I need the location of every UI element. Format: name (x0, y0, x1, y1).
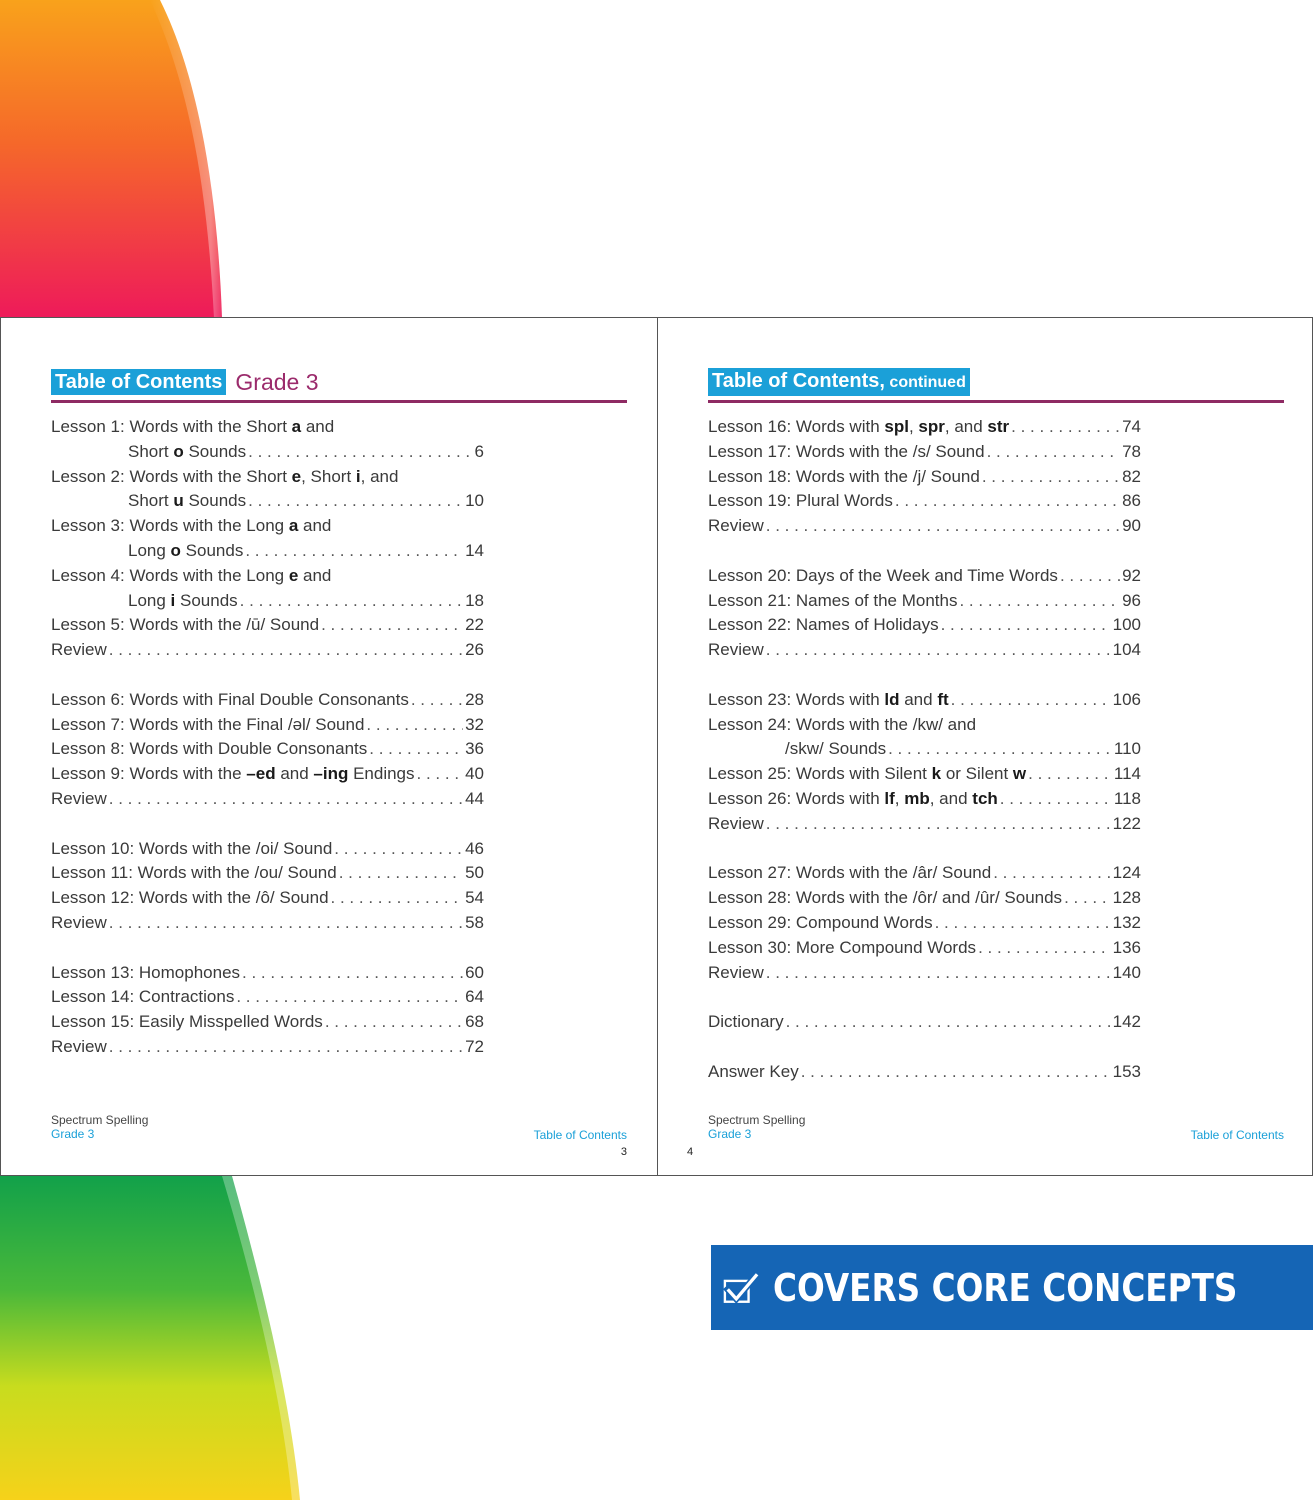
toc-entry-page: 128 (1112, 888, 1141, 908)
toc-entry (708, 787, 1141, 812)
toc-entry-page: 122 (1112, 813, 1141, 833)
dot-leader (240, 589, 463, 614)
footer-book-info (708, 1113, 805, 1141)
toc-entry-page: 78 (1122, 441, 1141, 461)
toc-entry (51, 861, 484, 886)
checkmark-icon (723, 1255, 759, 1321)
toc-entry-title: Lesson 13: Homophones (51, 962, 241, 982)
toc-entry-title: Lesson 17: Words with the /s/ Sound (708, 441, 985, 461)
covers-core-concepts-banner (711, 1245, 1313, 1330)
dot-leader (987, 440, 1121, 465)
dot-leader (1060, 564, 1120, 589)
dot-leader (941, 613, 1111, 638)
toc-entry-page: 44 (465, 788, 484, 808)
toc-entry-page: 28 (465, 689, 484, 709)
dot-leader (248, 489, 463, 514)
toc-entry (708, 762, 1141, 787)
toc-entry-title: Lesson 25: Words with Silent k or Silent w (708, 764, 1027, 784)
toc-entry (708, 514, 1141, 539)
dot-leader (982, 465, 1120, 490)
toc-label: Table of Contents, continued (708, 368, 970, 396)
dot-leader (109, 911, 463, 936)
toc-heading (51, 368, 319, 396)
toc-entry (708, 589, 1141, 614)
toc-entry (708, 961, 1141, 986)
toc-entry-title: Review (51, 912, 107, 932)
footer-section: Table of Contents (533, 1128, 627, 1142)
toc-entry-page: 114 (1113, 764, 1141, 784)
toc-entry-title: Lesson 10: Words with the /oi/ Sound (51, 838, 333, 858)
toc-entry-title: Lesson 15: Easily Misspelled Words (51, 1012, 323, 1032)
toc-entry (51, 787, 484, 812)
footer-book-info (51, 1113, 148, 1141)
toc-entry (708, 440, 1141, 465)
toc-entry-page: 18 (465, 590, 484, 610)
toc-entry-page: 142 (1112, 1012, 1141, 1032)
toc-entry (51, 737, 484, 762)
toc-entry-title: Lesson 6: Words with Final Double Consonants (51, 689, 409, 709)
toc-entry (51, 589, 484, 614)
dot-leader (339, 861, 463, 886)
toc-entry-page: 10 (465, 491, 484, 511)
toc-entry (51, 762, 484, 787)
toc-entry (51, 539, 484, 564)
toc-entry-page: 132 (1112, 912, 1141, 932)
toc-entry (51, 961, 484, 986)
toc-entry-title: Short u Sounds (128, 491, 247, 511)
toc-entry-page: 54 (465, 888, 484, 908)
toc-heading (708, 368, 970, 396)
toc-entry (51, 837, 484, 862)
toc-entry-title: Lesson 2: Words with the Short e, Short i, and (51, 466, 399, 486)
toc-entry-title: Lesson 30: More Compound Words (708, 937, 977, 957)
toc-entry (708, 489, 1141, 514)
toc-entry-page: 90 (1122, 516, 1141, 536)
toc-entry (708, 713, 1141, 738)
toc-entry-title: Lesson 3: Words with the Long a and (51, 516, 332, 536)
toc-entry-page: 86 (1122, 491, 1141, 511)
dot-leader (888, 737, 1112, 762)
toc-entry-title: Lesson 9: Words with the –ed and –ing Endings (51, 764, 415, 784)
toc-entries (51, 415, 484, 1060)
dot-leader (325, 1010, 463, 1035)
toc-label-suffix: continued (884, 374, 966, 391)
footer-section: Table of Contents (1190, 1128, 1284, 1142)
toc-entry (51, 440, 484, 465)
dot-leader (766, 638, 1111, 663)
toc-entry-page: 64 (465, 987, 484, 1007)
toc-entry-title: Lesson 27: Words with the /âr/ Sound (708, 863, 992, 883)
toc-entry (51, 911, 484, 936)
dot-leader (766, 812, 1111, 837)
toc-entry (708, 1010, 1141, 1035)
dot-leader (321, 613, 463, 638)
toc-entry-title: Long o Sounds (128, 540, 244, 560)
dot-leader (959, 589, 1120, 614)
toc-entry-title: Lesson 29: Compound Words (708, 912, 933, 932)
toc-entry (51, 688, 484, 713)
dot-leader (109, 638, 463, 663)
toc-entry (708, 1060, 1141, 1085)
toc-entry-page: 68 (465, 1012, 484, 1032)
toc-entry-page: 104 (1112, 640, 1141, 660)
footer-series: Spectrum Spelling (708, 1113, 806, 1127)
dot-leader (109, 787, 463, 812)
dot-leader (1000, 787, 1112, 812)
toc-entry (708, 737, 1141, 762)
toc-entry-page: 26 (465, 640, 484, 660)
dot-leader (935, 911, 1111, 936)
toc-entry-page: 136 (1112, 937, 1141, 957)
toc-entries (708, 415, 1141, 1085)
page-number: 4 (687, 1146, 694, 1158)
toc-entry-title: Review (51, 788, 107, 808)
toc-entry-page: 36 (465, 739, 484, 759)
toc-entry (708, 613, 1141, 638)
toc-entry-page: 82 (1122, 466, 1141, 486)
toc-entry (51, 1010, 484, 1035)
toc-entry-page: 100 (1112, 615, 1141, 635)
toc-entry-title: Lesson 24: Words with the /kw/ and (708, 714, 977, 734)
toc-entry-title: Lesson 23: Words with ld and ft (708, 689, 949, 709)
toc-entry (51, 613, 484, 638)
toc-entry-title: Review (51, 640, 107, 660)
right-page (658, 318, 1313, 1175)
footer-grade: Grade 3 (51, 1127, 95, 1141)
dot-leader (369, 737, 463, 762)
toc-entry (708, 564, 1141, 589)
toc-entry-title: Lesson 19: Plural Words (708, 491, 893, 511)
decorative-swoosh-bottom (0, 1176, 320, 1500)
toc-entry-title: Lesson 12: Words with the /ô/ Sound (51, 888, 329, 908)
dot-leader (951, 688, 1111, 713)
heading-rule (708, 400, 1284, 403)
toc-entry (51, 713, 484, 738)
toc-entry-title: Lesson 20: Days of the Week and Time Words (708, 565, 1058, 585)
dot-leader (242, 961, 463, 986)
toc-entry-title: Lesson 4: Words with the Long e and (51, 565, 332, 585)
toc-entry-page: 110 (1113, 739, 1141, 759)
toc-entry-title: Review (708, 516, 764, 536)
dot-leader (331, 886, 464, 911)
toc-entry-page: 153 (1112, 1061, 1141, 1081)
grade-label: Grade 3 (235, 368, 319, 395)
toc-entry (708, 415, 1141, 440)
toc-entry-title: Lesson 21: Names of the Months (708, 590, 958, 610)
dot-leader (801, 1060, 1111, 1085)
toc-entry-page: 14 (465, 540, 484, 560)
toc-entry-page: 118 (1113, 788, 1141, 808)
dot-leader (895, 489, 1120, 514)
toc-entry (51, 514, 484, 539)
toc-entry (708, 886, 1141, 911)
toc-entry (51, 465, 484, 490)
dot-leader (1028, 762, 1112, 787)
toc-entry (708, 638, 1141, 663)
toc-entry-title: Lesson 1: Words with the Short a and (51, 417, 335, 436)
toc-entry (708, 861, 1141, 886)
dot-leader (417, 762, 464, 787)
dot-leader (766, 961, 1111, 986)
dot-leader (1064, 886, 1111, 911)
toc-entry-page: 140 (1112, 962, 1141, 982)
heading-rule (51, 400, 627, 403)
toc-entry-title: Lesson 14: Contractions (51, 987, 235, 1007)
book-spread (0, 317, 1313, 1176)
toc-entry-page: 50 (465, 863, 484, 883)
toc-entry (51, 638, 484, 663)
dot-leader (1011, 415, 1120, 440)
toc-entry-title: Review (708, 640, 764, 660)
dot-leader (334, 837, 463, 862)
toc-entry-title: Short o Sounds (128, 441, 247, 461)
toc-entry (708, 688, 1141, 713)
toc-entry-title: Lesson 7: Words with the Final /əl/ Sound (51, 714, 365, 734)
footer-grade: Grade 3 (708, 1127, 752, 1141)
toc-entry-page: 74 (1122, 417, 1141, 436)
toc-entry (51, 985, 484, 1010)
toc-entry-page: 96 (1122, 590, 1141, 610)
toc-entry-page: 106 (1112, 689, 1141, 709)
page-number: 3 (620, 1146, 627, 1158)
toc-entry (708, 936, 1141, 961)
toc-entry-title: Lesson 26: Words with lf, mb, and tch (708, 788, 998, 808)
dot-leader (411, 688, 463, 713)
toc-entry (51, 1035, 484, 1060)
toc-entry (708, 911, 1141, 936)
toc-label: Table of Contents (51, 369, 226, 395)
toc-entry-title: Answer Key (708, 1061, 799, 1081)
dot-leader (245, 539, 463, 564)
toc-entry-page: 124 (1112, 863, 1141, 883)
toc-entry (708, 465, 1141, 490)
decorative-swoosh-top (0, 0, 240, 318)
banner-text: COVERS CORE CONCEPTS (772, 1265, 1238, 1310)
dot-leader (248, 440, 472, 465)
toc-entry (51, 564, 484, 589)
toc-entry-title: Lesson 28: Words with the /ôr/ and /ûr/ Sounds (708, 888, 1063, 908)
toc-entry (51, 489, 484, 514)
dot-leader (978, 936, 1111, 961)
dot-leader (366, 713, 463, 738)
toc-entry-title: Lesson 22: Names of Holidays (708, 615, 939, 635)
toc-entry (51, 415, 484, 440)
dot-leader (766, 514, 1120, 539)
toc-entry-title: /skw/ Sounds (785, 739, 887, 759)
toc-entry-title: Lesson 18: Words with the /j/ Sound (708, 466, 980, 486)
toc-entry-page: 92 (1122, 565, 1141, 585)
dot-leader (993, 861, 1110, 886)
left-page (1, 318, 657, 1175)
toc-entry (708, 812, 1141, 837)
toc-entry-title: Review (708, 813, 764, 833)
toc-entry-title: Dictionary (708, 1012, 784, 1032)
toc-entry-page: 22 (465, 615, 484, 635)
toc-entry-title: Long i Sounds (128, 590, 238, 610)
toc-entry-page: 40 (465, 764, 484, 784)
toc-entry (51, 886, 484, 911)
toc-entry-page: 6 (474, 441, 484, 461)
toc-entry-page: 46 (465, 838, 484, 858)
toc-entry-title: Lesson 5: Words with the /ū/ Sound (51, 615, 320, 635)
toc-entry-title: Review (708, 962, 764, 982)
toc-entry-page: 72 (465, 1036, 484, 1056)
toc-entry-page: 32 (465, 714, 484, 734)
dot-leader (786, 1010, 1111, 1035)
footer-series: Spectrum Spelling (51, 1113, 149, 1127)
dot-leader (109, 1035, 463, 1060)
toc-entry-title: Lesson 11: Words with the /ou/ Sound (51, 863, 337, 883)
toc-entry-page: 60 (465, 962, 484, 982)
dot-leader (236, 985, 463, 1010)
toc-entry-title: Lesson 16: Words with spl, spr, and str (708, 417, 1010, 436)
toc-entry-title: Lesson 8: Words with Double Consonants (51, 739, 368, 759)
toc-entry-page: 58 (465, 912, 484, 932)
toc-entry-title: Review (51, 1036, 107, 1056)
